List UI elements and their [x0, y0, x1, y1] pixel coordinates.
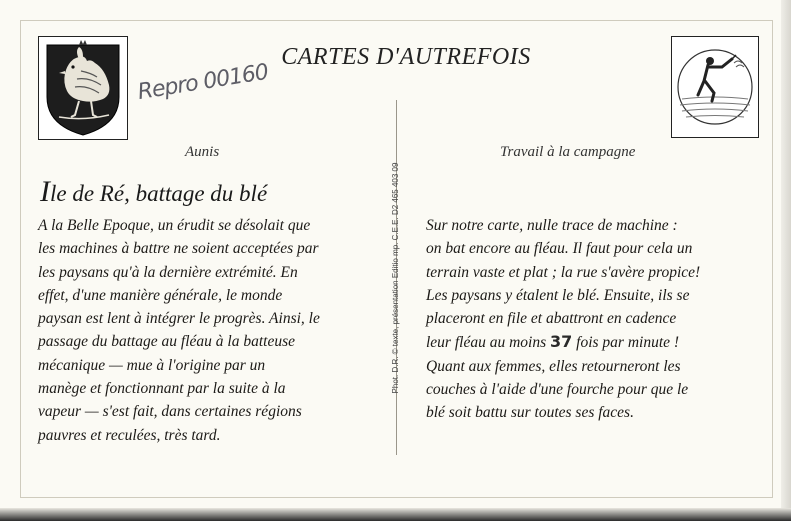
handwritten-reference-note: Repro 00160 [136, 59, 270, 105]
right-line-part: fois par minute ! [572, 334, 680, 352]
right-line-part: leur fléau au moins [426, 334, 550, 352]
thresher-vignette-icon [671, 36, 759, 138]
left-line: passage du battage au fléau à la batteuse [38, 333, 296, 351]
region-label: Aunis [185, 144, 220, 160]
left-line: les machines à battre ne soient acceptées par [38, 240, 319, 258]
photo-credit: Phot. D.R. © texte, présentation Editio mp. C.E.E. D2 465 403 09 [391, 162, 400, 394]
left-line: paysan est lent à intégrer le progrès. Ainsi, le [38, 310, 320, 328]
right-line: couches à l'aide d'une fourche pour que le [426, 381, 689, 399]
headline-initial: I [40, 175, 50, 208]
left-line: mécanique — mue à l'origine par un [38, 356, 266, 374]
headline-text: le de Ré, battage du blé [50, 181, 268, 206]
right-line: blé soit battu sur toutes ses faces. [426, 404, 634, 422]
series-title: CARTES D'AUTREFOIS [281, 44, 531, 70]
card-bottom-edge [0, 508, 791, 521]
card-right-edge [781, 0, 791, 521]
partridge-crest-icon [38, 36, 128, 140]
left-line: effet, d'une manière générale, le monde [38, 286, 283, 304]
theme-label: Travail à la campagne [500, 144, 636, 160]
right-line: Les paysans y étalent le blé. Ensuite, ils se [426, 286, 690, 304]
left-line: manège et fonctionnant par la suite à la [38, 380, 286, 398]
left-paragraph [38, 214, 382, 447]
handwritten-number: 37 [550, 332, 573, 352]
left-line: vapeur — s'est fait, dans certaines régions [38, 403, 302, 421]
card-headline [40, 175, 267, 209]
right-paragraph [426, 214, 756, 425]
right-line: placeront en file et abattront en cadence [426, 310, 677, 328]
left-line: pauvres et reculées, très tard. [38, 426, 221, 444]
right-line: Sur notre carte, nulle trace de machine : [426, 217, 678, 234]
left-line: A la Belle Epoque, un érudit se désolait que [38, 217, 311, 234]
left-line: les paysans qu'à la dernière extrémité. En [38, 263, 298, 281]
right-line: Quant aux femmes, elles retourneront les [426, 357, 681, 375]
right-line: on bat encore au fléau. Il faut pour cela un [426, 240, 693, 258]
right-line-with-number [426, 330, 756, 354]
right-line: terrain vaste et plat ; la rue s'avère propice! [426, 263, 701, 281]
